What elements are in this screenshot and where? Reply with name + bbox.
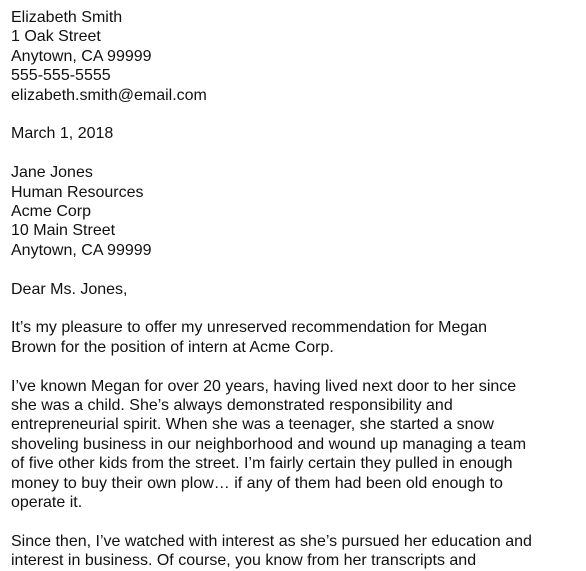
recipient-street: 10 Main Street [11,222,116,240]
paragraph-line: operate it. [11,494,83,512]
recipient-company: Acme Corp [11,203,92,221]
spacer [11,299,586,318]
paragraph-line: interest in business. Of course, you know from her transcripts and [11,552,477,570]
body-paragraph-3 [11,532,586,571]
recipient-city: Anytown, CA 99999 [11,241,152,259]
spacer [11,512,586,531]
recipient-address [11,163,586,260]
paragraph-line: I’ve known Megan for over 20 years, having lived next door to her since [11,377,517,395]
sender-city: Anytown, CA 99999 [11,47,152,65]
sender-phone: 555-555-5555 [11,67,111,85]
paragraph-line: entrepreneurial spirit. When she was a teenager, she started a snow [11,416,494,434]
sender-address [11,8,586,105]
salutation: Dear Ms. Jones, [11,280,128,298]
sender-name: Elizabeth Smith [11,9,123,26]
spacer [11,144,586,163]
body-paragraph-2 [11,377,586,513]
paragraph-line: Brown for the position of intern at Acme Corp. [11,338,334,356]
paragraph-line: of five other kids from the street. I’m fairly certain they pulled in enough [11,455,513,473]
spacer [11,357,586,376]
paragraph-line: she was a child. She’s always demonstrated responsibility and [11,397,453,415]
paragraph-line: money to buy their own plow… if any of them had been old enough to [11,474,503,492]
sender-street: 1 Oak Street [11,28,101,46]
paragraph-line: Since then, I’ve watched with interest as she’s pursued her education and [11,532,532,550]
spacer [11,105,586,124]
letter-date: March 1, 2018 [11,125,114,143]
recipient-name: Jane Jones [11,164,93,182]
sender-email: elizabeth.smith@email.com [11,86,207,104]
paragraph-line: shoveling business in our neighborhood and wound up managing a team [11,435,527,453]
paragraph-line: It’s my pleasure to offer my unreserved recommendation for Megan [11,319,488,337]
recipient-department: Human Resources [11,183,144,201]
spacer [11,260,586,279]
body-paragraph-1 [11,318,586,357]
